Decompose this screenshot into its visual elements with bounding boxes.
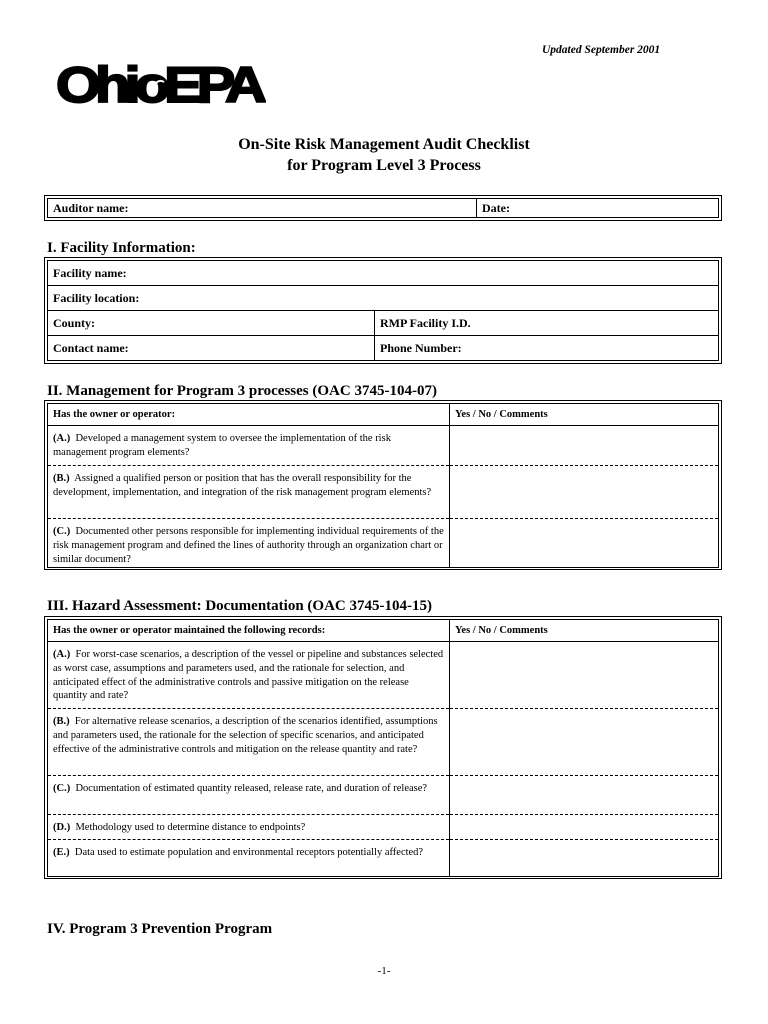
list-item: (B.) For alternative release scenarios, a description of the scenarios identified, assumptions and parameters used, the rationale for the selection of specific scenarios, and anticipated effective of the administrative controls and mitigation on the release quantity and rate?: [48, 709, 450, 776]
answer-cell[interactable]: [450, 426, 719, 466]
rmp-facility-id-field[interactable]: RMP Facility I.D.: [375, 311, 719, 336]
phone-number-field[interactable]: Phone Number:: [375, 336, 719, 361]
list-item: (A.) Developed a management system to oversee the implementation of the risk management program elements?: [48, 426, 450, 466]
answer-column-header: Yes / No / Comments: [450, 620, 719, 642]
hazard-assessment-table-box: [44, 616, 722, 879]
answer-cell[interactable]: [450, 709, 719, 776]
section-2-heading: II. Management for Program 3 processes (OAC 3745-104-07): [47, 383, 437, 399]
list-item: (C.) Documented other persons responsible for implementing individual requirements of the risk management program and defined the lines of authority through an organization chart or similar document?: [48, 519, 450, 568]
answer-column-header: Yes / No / Comments: [450, 404, 719, 426]
facility-info-box: [44, 257, 722, 364]
contact-name-field[interactable]: Contact name:: [48, 336, 375, 361]
section-3-heading: III. Hazard Assessment: Documentation (OAC 3745-104-15): [47, 598, 432, 614]
auditor-name-field[interactable]: Auditor name:: [48, 199, 477, 218]
answer-cell[interactable]: [450, 519, 719, 568]
list-item: (C.) Documentation of estimated quantity released, release rate, and duration of release?: [48, 776, 450, 815]
facility-name-field[interactable]: Facility name:: [48, 261, 719, 286]
answer-cell[interactable]: [450, 642, 719, 709]
document-title-line1: On-Site Risk Management Audit Checklist: [238, 136, 530, 153]
facility-location-field[interactable]: Facility location:: [48, 286, 719, 311]
page-number: -1-: [377, 965, 391, 977]
answer-cell[interactable]: [450, 466, 719, 519]
date-field[interactable]: Date:: [477, 199, 719, 218]
answer-cell[interactable]: [450, 776, 719, 815]
list-item: (E.) Data used to estimate population and environmental receptors potentially affected?: [48, 840, 450, 877]
answer-cell[interactable]: [450, 840, 719, 877]
county-field[interactable]: County:: [48, 311, 375, 336]
list-item: (A.) For worst-case scenarios, a description of the vessel or pipeline and substances selected as worst case, assumptions and parameters used, and the rationale for selection, and anticipated effect of the administrative controls and passive mitigation on the release quantity and rate?: [48, 642, 450, 709]
section-1-heading: I. Facility Information:: [47, 240, 196, 256]
management-table-box: [44, 400, 722, 570]
list-item: (D.) Methodology used to determine distance to endpoints?: [48, 815, 450, 840]
updated-date: Updated September 2001: [542, 44, 661, 56]
list-item: (B.) Assigned a qualified person or position that has the overall responsibility for the development, implementation, and integration of the risk management program elements?: [48, 466, 450, 519]
document-title-line2: for Program Level 3 Process: [287, 157, 481, 174]
answer-cell[interactable]: [450, 815, 719, 840]
ohio-epa-logo: [56, 58, 266, 110]
section-4-heading: IV. Program 3 Prevention Program: [47, 921, 273, 937]
question-column-header: Has the owner or operator maintained the following records:: [48, 620, 450, 642]
question-column-header: Has the owner or operator:: [48, 404, 450, 426]
svg-text:OhioEPA: OhioEPA: [56, 58, 266, 110]
auditor-box: [44, 195, 722, 221]
